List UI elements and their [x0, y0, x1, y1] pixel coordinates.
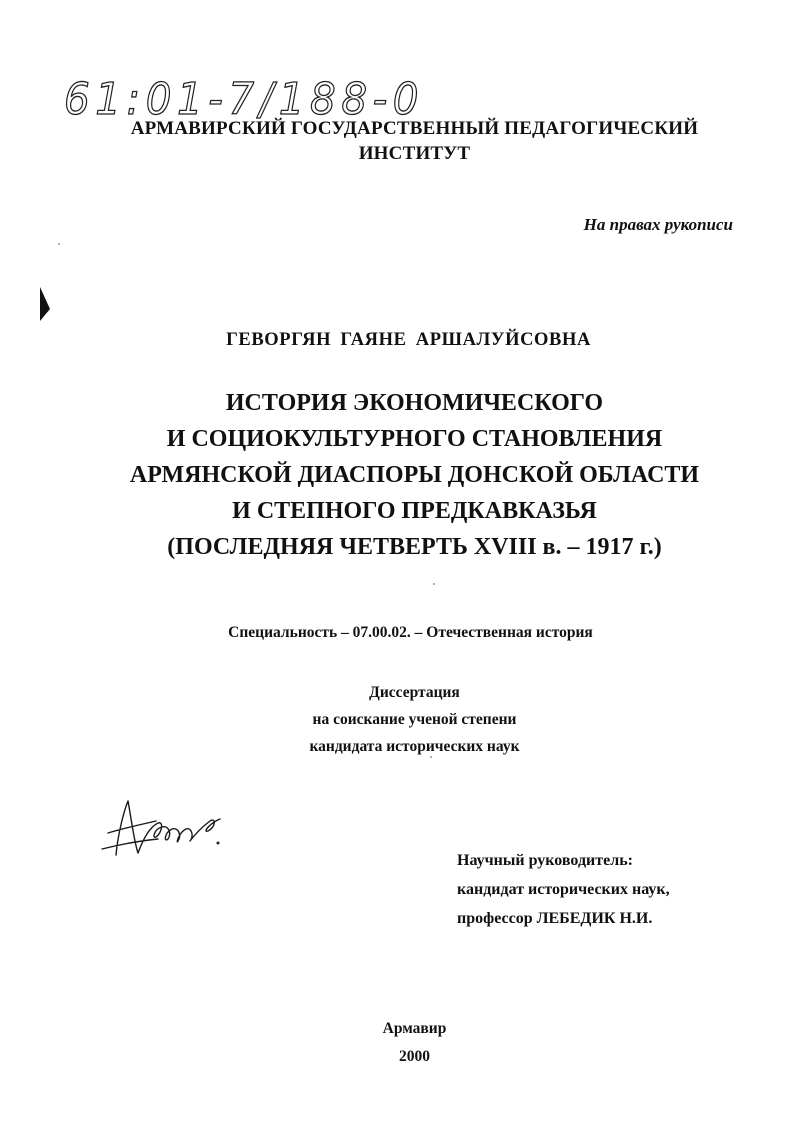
title-line-5: (ПОСЛЕДНЯЯ ЧЕТВЕРТЬ XVIII в. – 1917 г.) — [167, 534, 662, 560]
institution-line-2: ИНСТИТУТ — [358, 143, 471, 164]
dissertation-title — [18, 385, 793, 565]
author-signature — [98, 793, 228, 863]
advisor-line-1: Научный руководитель: — [457, 852, 633, 869]
scan-speck — [58, 243, 60, 245]
author-name: ГЕВОРГЯН ГАЯНЕ АРШАЛУЙСОВНА — [226, 330, 591, 350]
scan-speck — [433, 583, 435, 585]
manuscript-rights-note: На правах рукописи — [583, 215, 733, 234]
place-and-year — [18, 1015, 793, 1071]
dissertation-line-3: кандидата исторических наук — [309, 738, 520, 755]
scan-speck — [430, 756, 432, 758]
scientific-advisor — [457, 846, 670, 933]
specialty: Специальность – 07.00.02. – Отечественная история — [228, 624, 593, 641]
institution-line-1: АРМАВИРСКИЙ ГОСУДАРСТВЕННЫЙ ПЕДАГОГИЧЕСКИЙ — [130, 118, 699, 139]
title-line-4: И СТЕПНОГО ПРЕДКАВКАЗЬЯ — [232, 498, 597, 524]
title-line-1: ИСТОРИЯ ЭКОНОМИЧЕСКОГО — [225, 390, 604, 416]
advisor-line-2: кандидат исторических наук, — [457, 881, 670, 898]
dissertation-degree — [18, 679, 793, 760]
title-line-2: И СОЦИОКУЛЬТУРНОГО СТАНОВЛЕНИЯ — [166, 426, 663, 452]
title-line-3: АРМЯНСКОЙ ДИАСПОРЫ ДОНСКОЙ ОБЛАСТИ — [129, 462, 700, 488]
city: Армавир — [382, 1020, 447, 1037]
scan-edge-mark-icon — [39, 287, 51, 321]
archive-code-text: 61:01-7/188-0 — [64, 74, 424, 124]
institution-name — [18, 116, 793, 166]
advisor-line-3: профессор ЛЕБЕДИК Н.И. — [457, 910, 653, 927]
dissertation-line-2: на соискание ученой степени — [312, 711, 517, 728]
year: 2000 — [399, 1048, 430, 1065]
dissertation-line-1: Диссертация — [369, 684, 460, 701]
